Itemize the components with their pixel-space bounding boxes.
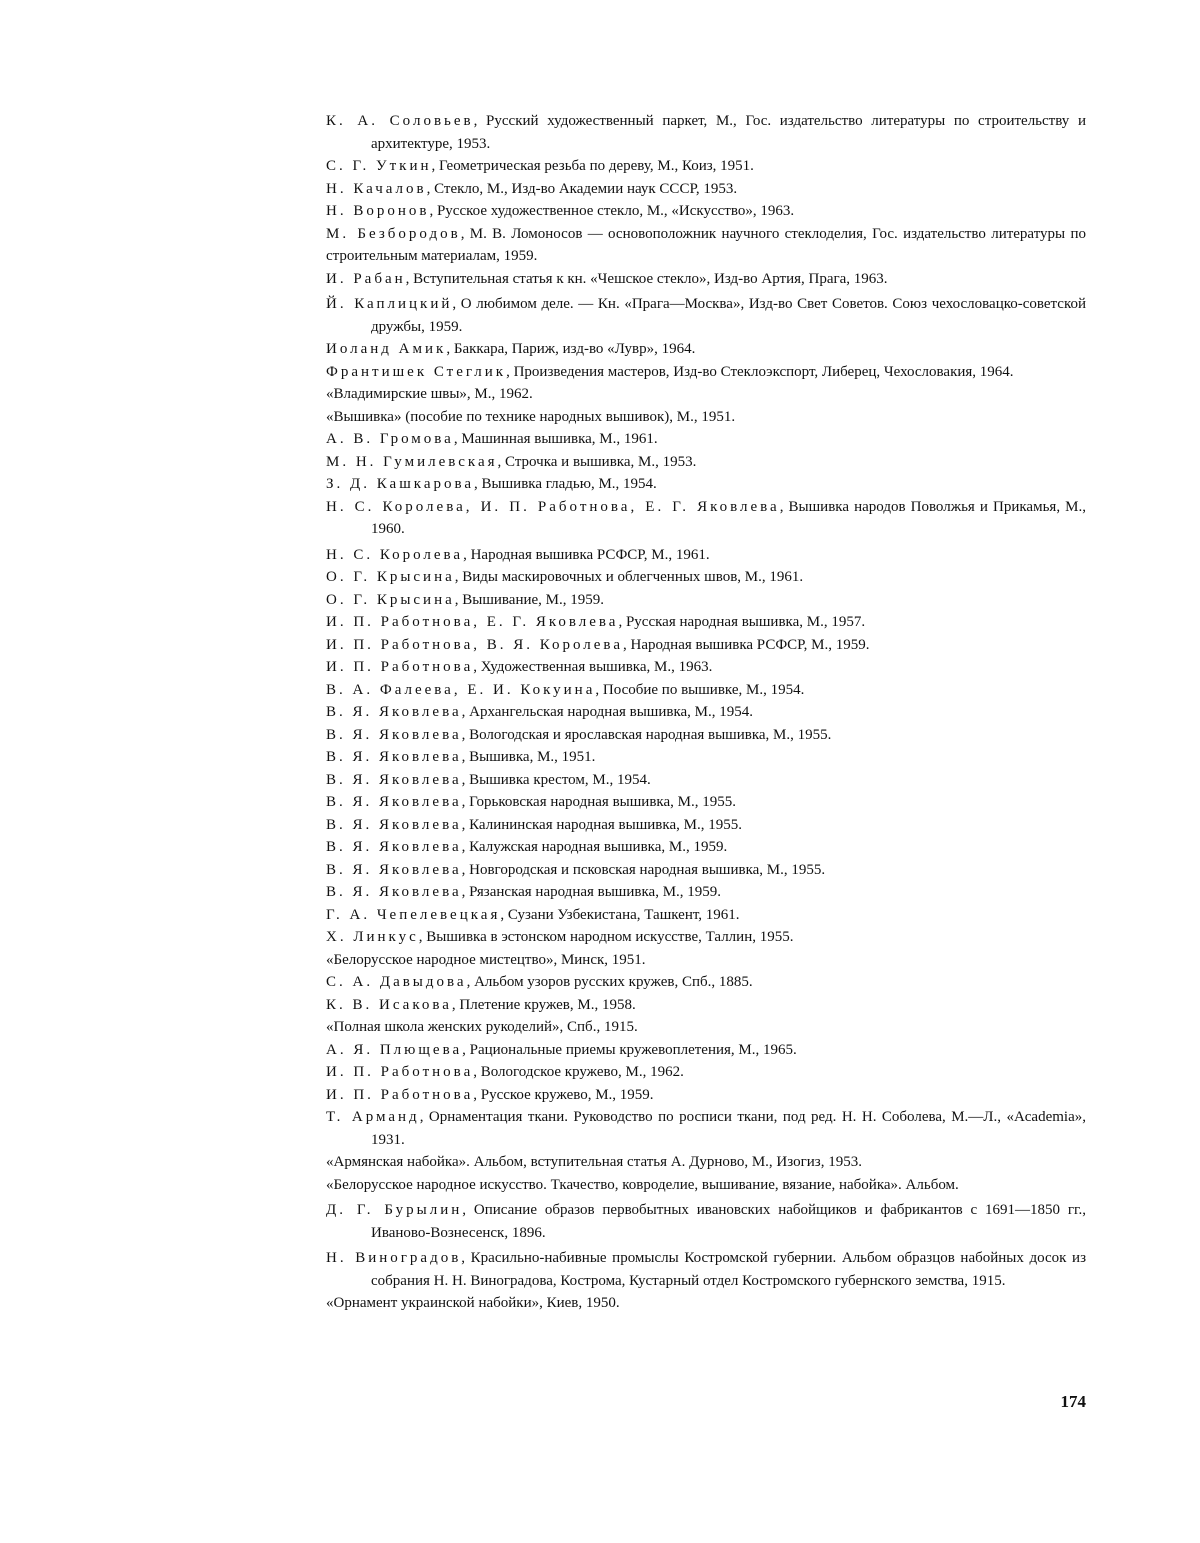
entry-author: Х. Линкус	[326, 929, 419, 945]
entry-author: В. Я. Яковлева	[326, 772, 462, 788]
bibliography-entry	[326, 268, 1086, 291]
entry-text: , Вологодская и ярославская народная вышивка, М., 1955.	[462, 727, 832, 743]
bibliography-entry	[326, 904, 1086, 927]
entry-text: , Вышивание, М., 1959.	[455, 592, 604, 608]
entry-text: , Сузани Узбекистана, Ташкент, 1961.	[500, 907, 739, 923]
bibliography-entry	[326, 746, 1086, 769]
entry-text: , Русское художественное стекло, М., «Искусство», 1963.	[429, 203, 794, 219]
bibliography-entry	[326, 724, 1086, 747]
entry-text: , Народная вышивка РСФСР, М., 1959.	[623, 637, 870, 653]
entry-author: Н. С. Королева, И. П. Работнова, Е. Г. Яковлева	[326, 499, 780, 515]
entry-author: С. А. Давыдова	[326, 974, 467, 990]
entry-text: , Архангельская народная вышивка, М., 1954.	[462, 704, 753, 720]
bibliography-entry	[326, 155, 1086, 178]
bibliography-entry	[326, 994, 1086, 1017]
entry-author: В. Я. Яковлева	[326, 839, 462, 855]
bibliography-entry	[326, 1151, 1086, 1174]
entry-author: И. П. Работнова, Е. Г. Яковлева	[326, 614, 618, 630]
entry-author: В. Я. Яковлева	[326, 817, 462, 833]
entry-author: В. Я. Яковлева	[326, 727, 462, 743]
bibliography-entry	[326, 293, 1086, 338]
entry-text: , Горьковская народная вышивка, М., 1955.	[462, 794, 736, 810]
bibliography-entry	[326, 1247, 1086, 1292]
bibliography-entry	[326, 926, 1086, 949]
entry-author: О. Г. Крысина	[326, 592, 455, 608]
entry-text: «Владимирские швы», М., 1962.	[326, 386, 533, 402]
bibliography-entry	[326, 1174, 1086, 1197]
entry-text: , Русская народная вышивка, М., 1957.	[618, 614, 865, 630]
bibliography-entry	[326, 679, 1086, 702]
bibliography-entry	[326, 1106, 1086, 1151]
entry-text: , Вышивка, М., 1951.	[462, 749, 596, 765]
bibliography-entry	[326, 881, 1086, 904]
bibliography-entry	[326, 223, 1086, 268]
entry-text: , Рациональные приемы кружевоплетения, М., 1965.	[462, 1042, 797, 1058]
entry-text: , Пособие по вышивке, М., 1954.	[595, 682, 804, 698]
bibliography-entry	[326, 1016, 1086, 1039]
bibliography-entry	[326, 949, 1086, 972]
entry-text: , Народная вышивка РСФСР, М., 1961.	[463, 547, 710, 563]
entry-author: В. Я. Яковлева	[326, 884, 462, 900]
bibliography-entry	[326, 1061, 1086, 1084]
entry-author: В. Я. Яковлева	[326, 749, 462, 765]
entry-text: «Вышивка» (пособие по технике народных вышивок), М., 1951.	[326, 409, 735, 425]
bibliography-entry	[326, 656, 1086, 679]
entry-text: , Русский художественный паркет, М., Гос. издательство литературы по строительству и архитектуре, 1953.	[371, 113, 1086, 152]
entry-author: Н. С. Королева	[326, 547, 463, 563]
bibliography-entry	[326, 544, 1086, 567]
entry-text: , О любимом деле. — Кн. «Прага—Москва», Изд-во Свет Советов. Союз чехословацко-советской дружбы, 1959.	[371, 296, 1086, 335]
entry-text: , Описание образов первобытных ивановских набойщиков и фабрикантов с 1691—1850 гг., Иваново-Вознесенск, 1896.	[371, 1202, 1086, 1241]
entry-text: «Белорусское народное искусство. Ткачество, ковроделие, вышивание, вязание, набойка». Альбом.	[326, 1177, 959, 1193]
entry-author: И. П. Работнова	[326, 1064, 473, 1080]
bibliography-entry	[326, 361, 1086, 384]
entry-text: , Вышивка в эстонском народном искусстве, Таллин, 1955.	[419, 929, 794, 945]
entry-text: , Геометрическая резьба по дереву, М., Коиз, 1951.	[432, 158, 754, 174]
entry-text: , Русское кружево, М., 1959.	[473, 1087, 653, 1103]
bibliography-entry	[326, 589, 1086, 612]
entry-text: , Калининская народная вышивка, М., 1955.	[462, 817, 742, 833]
bibliography-entry	[326, 110, 1086, 155]
page-number: 174	[1030, 1392, 1086, 1412]
entry-text: «Полная школа женских рукоделий», Спб., 1915.	[326, 1019, 638, 1035]
entry-author: Франтишек Стеглик	[326, 364, 506, 380]
entry-text: «Армянская набойка». Альбом, вступительная статья А. Дурново, М., Изогиз, 1953.	[326, 1154, 862, 1170]
bibliography-list	[326, 110, 1086, 1315]
entry-text: , Вышивка народов Поволжья и Прикамья, М., 1960.	[371, 499, 1086, 538]
entry-text: , Баккара, Париж, изд-во «Лувр», 1964.	[446, 341, 695, 357]
bibliography-entry	[326, 634, 1086, 657]
entry-text: , Новгородская и псковская народная вышивка, М., 1955.	[462, 862, 826, 878]
bibliography-entry	[326, 836, 1086, 859]
entry-author: Н. Воронов	[326, 203, 429, 219]
entry-text: , Стекло, М., Изд-во Академии наук СССР, 1953.	[427, 181, 738, 197]
entry-author: И. П. Работнова	[326, 659, 473, 675]
entry-text: , Машинная вышивка, М., 1961.	[454, 431, 658, 447]
entry-text: «Орнамент украинской набойки», Киев, 1950.	[326, 1295, 620, 1311]
entry-author: З. Д. Кашкарова	[326, 476, 474, 492]
entry-text: , М. В. Ломоносов — основоположник научного стеклоделия, Гос. издательство литературы по строительным материалам, 1959.	[326, 226, 1086, 265]
entry-text: , Вступительная статья к кн. «Чешское стекло», Изд-во Артия, Прага, 1963.	[406, 271, 888, 287]
entry-author: И. П. Работнова	[326, 1087, 473, 1103]
bibliography-entry	[326, 859, 1086, 882]
bibliography-entry	[326, 791, 1086, 814]
entry-author: Т. Арманд	[326, 1109, 420, 1125]
bibliography-entry	[326, 1199, 1086, 1244]
bibliography-entry	[326, 1039, 1086, 1062]
entry-author: Н. Качалов	[326, 181, 427, 197]
bibliography-entry	[326, 814, 1086, 837]
entry-text: , Произведения мастеров, Изд-во Стеклоэкспорт, Либерец, Чехословакия, 1964.	[506, 364, 1013, 380]
entry-author: Д. Г. Бурылин	[326, 1202, 462, 1218]
entry-text: «Белорусское народное мистецтво», Минск, 1951.	[326, 952, 646, 968]
entry-text: , Красильно-набивные промыслы Костромской губернии. Альбом образцов набойных досок из собрания Н. Н. Виноградова, Кострома, Кустарный отдел Костромского губернского земства, 1915.	[371, 1250, 1086, 1289]
bibliography-entry	[326, 200, 1086, 223]
entry-author: В. Я. Яковлева	[326, 794, 462, 810]
bibliography-entry	[326, 338, 1086, 361]
entry-author: А. В. Громова	[326, 431, 454, 447]
entry-author: К. В. Исакова	[326, 997, 452, 1013]
entry-author: К. А. Соловьев	[326, 113, 474, 129]
entry-author: В. Я. Яковлева	[326, 704, 462, 720]
bibliography-entry	[326, 428, 1086, 451]
entry-author: М. Безбородов	[326, 226, 461, 242]
entry-author: Г. А. Чепелевецкая	[326, 907, 500, 923]
bibliography-entry	[326, 178, 1086, 201]
entry-author: С. Г. Уткин	[326, 158, 432, 174]
entry-text: , Орнаментация ткани. Руководство по росписи ткани, под ред. Н. Н. Соболева, М.—Л., «Academia», 1931.	[371, 1109, 1086, 1148]
entry-author: Н. Виноградов	[326, 1250, 461, 1266]
entry-author: И. Рабан	[326, 271, 406, 287]
entry-text: , Виды маскировочных и облегченных швов, М., 1961.	[455, 569, 803, 585]
bibliography-entry	[326, 566, 1086, 589]
entry-author: М. Н. Гумилевская	[326, 454, 498, 470]
entry-text: , Альбом узоров русских кружев, Спб., 1885.	[467, 974, 753, 990]
entry-author: О. Г. Крысина	[326, 569, 455, 585]
entry-text: , Калужская народная вышивка, М., 1959.	[462, 839, 728, 855]
entry-author: И. П. Работнова, В. Я. Королева	[326, 637, 623, 653]
entry-author: Й. Каплицкий	[326, 296, 452, 312]
entry-author: Иоланд Амик	[326, 341, 446, 357]
entry-author: А. Я. Плющева	[326, 1042, 462, 1058]
bibliography-entry	[326, 451, 1086, 474]
bibliography-entry	[326, 1084, 1086, 1107]
entry-text: , Строчка и вышивка, М., 1953.	[498, 454, 697, 470]
bibliography-entry	[326, 611, 1086, 634]
bibliography-entry	[326, 769, 1086, 792]
bibliography-entry	[326, 383, 1086, 406]
bibliography-entry	[326, 1292, 1086, 1315]
bibliography-entry	[326, 701, 1086, 724]
bibliography-entry	[326, 406, 1086, 429]
bibliography-entry	[326, 496, 1086, 541]
entry-author: В. А. Фалеева, Е. И. Кокуина	[326, 682, 595, 698]
entry-text: , Плетение кружев, М., 1958.	[452, 997, 636, 1013]
entry-text: , Вышивка крестом, М., 1954.	[462, 772, 651, 788]
entry-author: В. Я. Яковлева	[326, 862, 462, 878]
bibliography-entry	[326, 971, 1086, 994]
entry-text: , Рязанская народная вышивка, М., 1959.	[462, 884, 721, 900]
entry-text: , Художественная вышивка, М., 1963.	[473, 659, 712, 675]
bibliography-entry	[326, 473, 1086, 496]
entry-text: , Вышивка гладью, М., 1954.	[474, 476, 657, 492]
entry-text: , Вологодское кружево, М., 1962.	[473, 1064, 684, 1080]
